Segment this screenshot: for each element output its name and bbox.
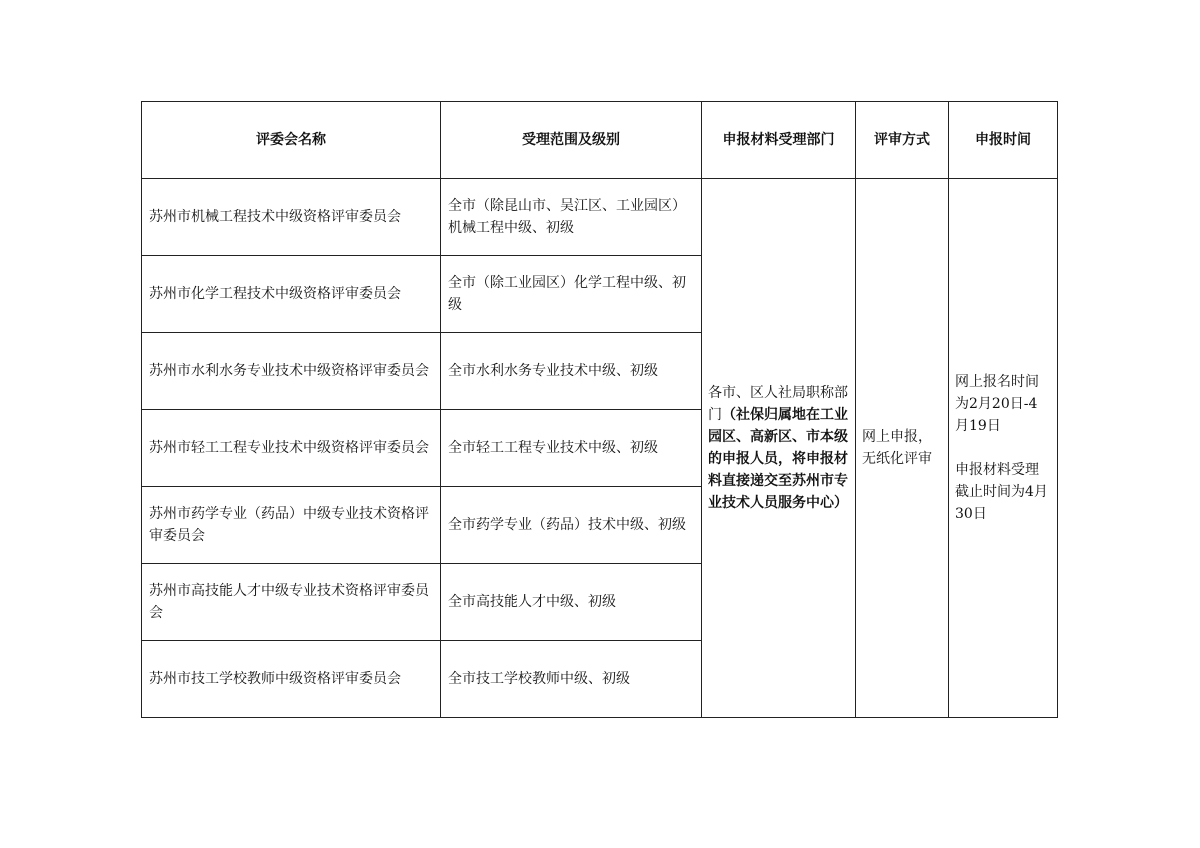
- application-time-cell: [949, 179, 1058, 718]
- scope-cell: 全市（除昆山市、吴江区、工业园区）机械工程中级、初级: [441, 179, 702, 256]
- header-committee-name: 评委会名称: [142, 102, 441, 179]
- scope-cell: 全市技工学校教师中级、初级: [441, 641, 702, 718]
- scope-cell: 全市（除工业园区）化学工程中级、初级: [441, 256, 702, 333]
- scope-cell: 全市轻工工程专业技术中级、初级: [441, 410, 702, 487]
- table-row: [142, 179, 1058, 256]
- scope-cell: 全市药学专业（药品）技术中级、初级: [441, 487, 702, 564]
- committee-name-cell: 苏州市药学专业（药品）中级专业技术资格评审委员会: [142, 487, 441, 564]
- header-application-time: 申报时间: [949, 102, 1058, 179]
- committee-name-cell: 苏州市水利水务专业技术中级资格评审委员会: [142, 333, 441, 410]
- department-plain-text: 各市、区人社局职称部门: [708, 385, 848, 423]
- committee-name-cell: 苏州市轻工工程专业技术中级资格评审委员会: [142, 410, 441, 487]
- header-department: 申报材料受理部门: [702, 102, 856, 179]
- table-header-row: [142, 102, 1058, 179]
- committee-name-cell: 苏州市技工学校教师中级资格评审委员会: [142, 641, 441, 718]
- evaluation-committee-table: [141, 101, 1058, 718]
- committee-name-cell: 苏州市高技能人才中级专业技术资格评审委员会: [142, 564, 441, 641]
- department-cell: [702, 179, 856, 718]
- committee-name-cell: 苏州市化学工程技术中级资格评审委员会: [142, 256, 441, 333]
- material-deadline: 申报材料受理截止时间为4月30日: [955, 462, 1048, 522]
- scope-cell: 全市高技能人才中级、初级: [441, 564, 702, 641]
- header-scope-level: 受理范围及级别: [441, 102, 702, 179]
- committee-name-cell: 苏州市机械工程技术中级资格评审委员会: [142, 179, 441, 256]
- department-bold-note: （社保归属地在工业园区、高新区、市本级的申报人员，将申报材料直接递交至苏州市专业技术人员服务中心）: [708, 407, 848, 511]
- review-method-cell: 网上申报，无纸化评审: [856, 179, 949, 718]
- scope-cell: 全市水利水务专业技术中级、初级: [441, 333, 702, 410]
- online-registration-time: 网上报名时间为2月20日-4月19日: [955, 374, 1039, 434]
- header-review-method: 评审方式: [856, 102, 949, 179]
